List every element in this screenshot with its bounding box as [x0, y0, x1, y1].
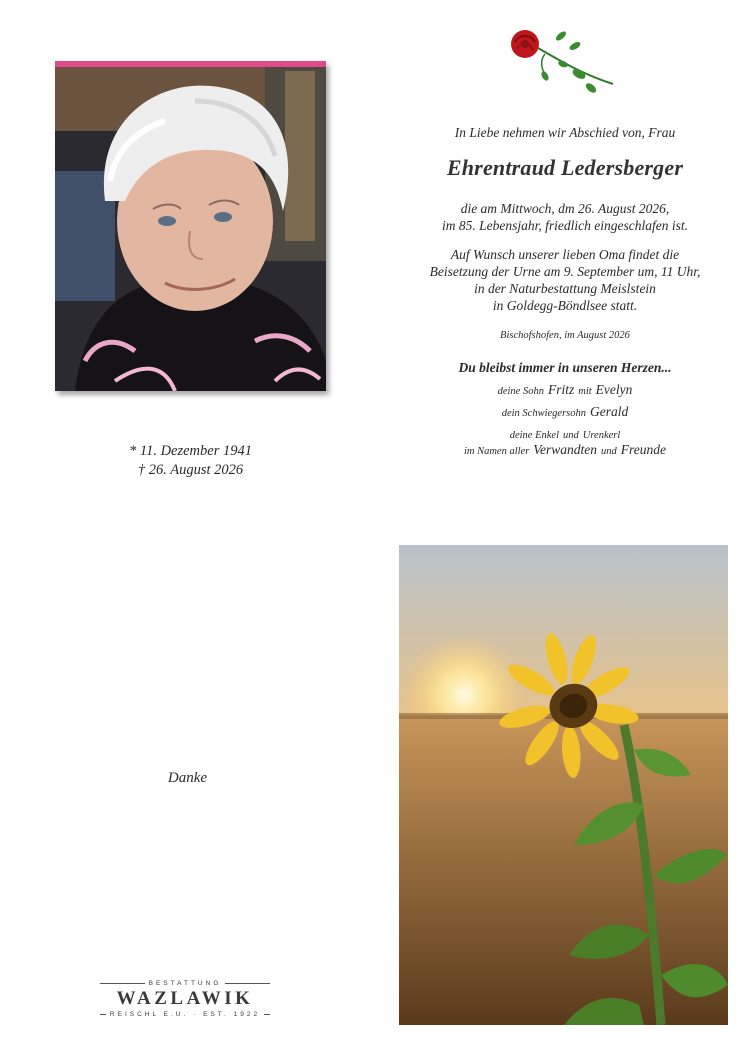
thanks-text: Danke — [167, 770, 208, 786]
intro-text: In Liebe nehmen wir Abschied von, Frau — [454, 125, 676, 140]
death-date: † 26. August 2026 — [137, 462, 244, 478]
birth-date: * 11. Dezember 1941 — [129, 443, 252, 459]
logo-bottom-line — [100, 1011, 270, 1018]
mourner-relatives: im Namen aller Verwandten und Freunde — [463, 442, 667, 457]
portrait-photo — [55, 61, 326, 391]
burial-line: in der Naturbestattung Meislstein — [474, 281, 656, 296]
rose-image — [505, 24, 617, 100]
sunflower-photo — [399, 545, 728, 1025]
logo-rule — [100, 1014, 106, 1015]
logo-bottom-text: REISCHL E.U. · EST. 1922 — [109, 1011, 261, 1018]
place-date: Bischofshofen, im August 2026 — [500, 330, 630, 341]
motto: Du bleibst immer in unseren Herzen... — [458, 360, 672, 375]
mourners-list — [400, 380, 730, 446]
burial-text — [400, 246, 730, 314]
death-line: im 85. Lebensjahr, friedlich eingeschlafen ist. — [442, 218, 688, 233]
burial-line: Beisetzung der Urne am 9. September um, 11 Uhr, — [429, 264, 701, 279]
logo-top-text: BESTATTUNG — [148, 980, 222, 987]
funeral-home-logo — [100, 980, 270, 1018]
death-text — [400, 200, 730, 234]
logo-rule — [225, 983, 270, 984]
logo-rule — [100, 983, 145, 984]
mourner-son: deine Sohn Fritz mit Evelyn — [497, 382, 633, 397]
logo-top-line — [100, 980, 270, 987]
burial-line: Auf Wunsch unserer lieben Oma findet die — [450, 247, 680, 262]
life-dates — [55, 442, 326, 480]
logo-rule — [264, 1014, 270, 1015]
death-line: die am Mittwoch, dm 26. August 2026, — [460, 201, 670, 216]
logo-name: WAZLAWIK — [116, 988, 254, 1009]
burial-line: in Goldegg-Böndlsee statt. — [492, 298, 638, 313]
mourner-son-in-law: dein Schwiegersohn Gerald — [501, 404, 629, 419]
mourner-grandchildren: deine Enkel und Urenkerl — [509, 430, 621, 441]
deceased-name: Ehrentraud Ledersberger — [446, 155, 684, 180]
